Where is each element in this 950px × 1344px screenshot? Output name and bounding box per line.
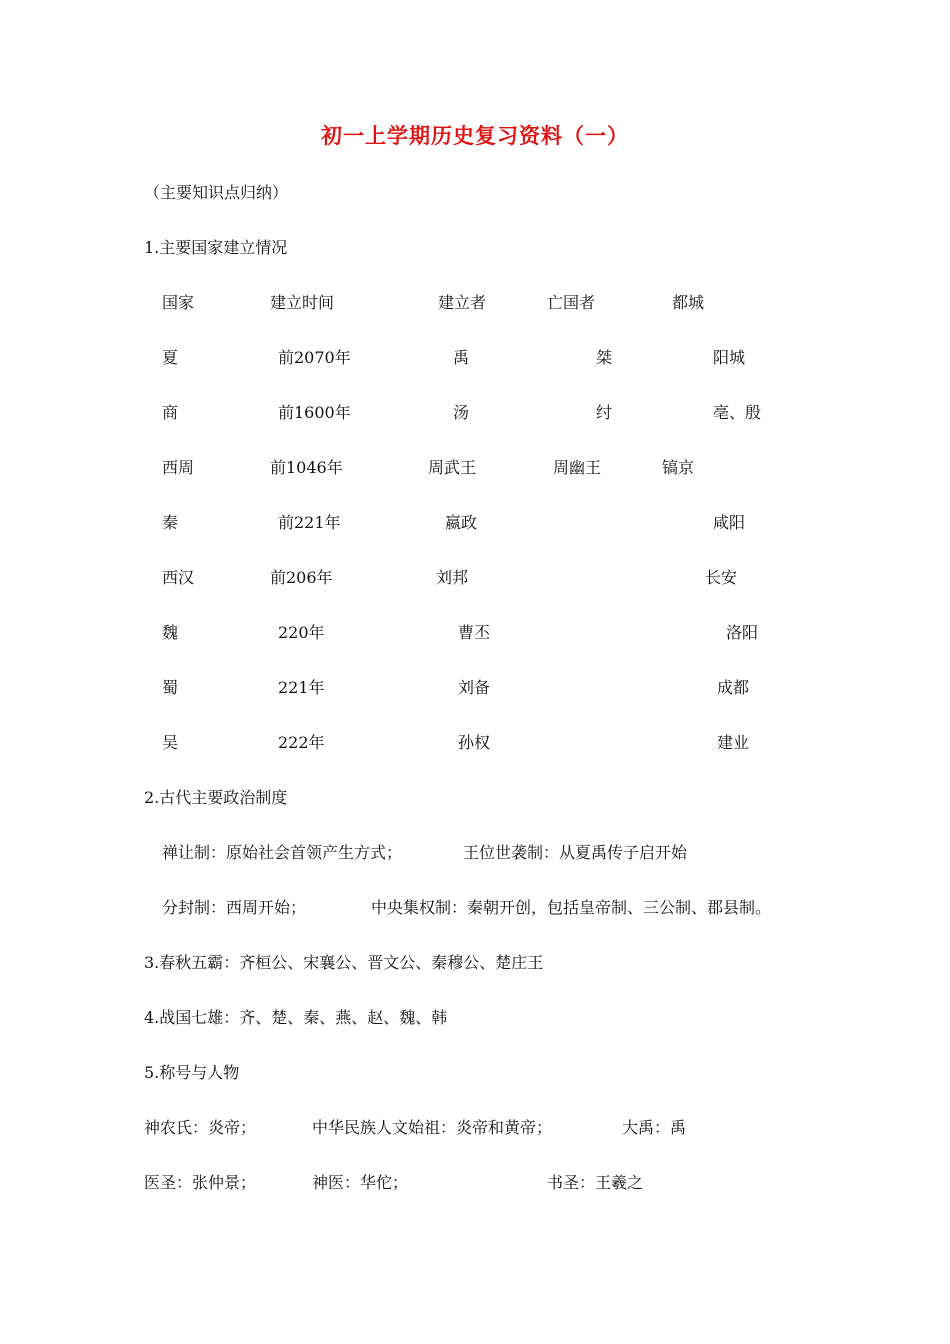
column-header-time: 建立时间 (270, 293, 335, 312)
table-cell-founder: 周武王 (428, 458, 477, 477)
table-cell-country: 商 (162, 403, 179, 422)
table-cell-country: 秦 (162, 513, 179, 532)
table-cell-country: 魏 (162, 623, 179, 642)
section2-heading: 2.古代主要政治制度 (144, 788, 288, 807)
system-hereditary: 王位世袭制：从夏禹传子启开始 (463, 843, 688, 862)
table-cell-founder: 禹 (453, 348, 470, 367)
table-cell-time: 前2070年 (278, 348, 351, 367)
table-cell-time: 221年 (278, 678, 325, 697)
table-cell-founder: 曹丕 (458, 623, 491, 642)
system-abdication: 禅让制：原始社会首领产生方式； (162, 843, 403, 862)
table-cell-time: 前1046年 (270, 458, 343, 477)
subtitle: （主要知识点归纳） (144, 183, 289, 202)
section4-seven-warring-states: 4.战国七雄：齐、楚、秦、燕、赵、魏、韩 (144, 1008, 448, 1027)
title-person-item: 大禹：禹 (622, 1118, 687, 1137)
table-cell-time: 220年 (278, 623, 325, 642)
system-feudal: 分封制：西周开始； (162, 898, 307, 917)
table-cell-founder: 刘邦 (436, 568, 469, 587)
table-cell-destroyer: 周幽王 (553, 458, 602, 477)
table-cell-founder: 嬴政 (445, 513, 478, 532)
table-cell-capital: 长安 (705, 568, 738, 587)
section1-heading: 1.主要国家建立情况 (144, 238, 288, 257)
table-cell-capital: 咸阳 (713, 513, 746, 532)
title-person-item: 医圣：张仲景； (144, 1173, 257, 1192)
table-cell-capital: 洛阳 (726, 623, 759, 642)
table-cell-country: 蜀 (162, 678, 179, 697)
column-header-founder: 建立者 (438, 293, 487, 312)
title-person-item: 中华民族人文始祖：炎帝和黄帝； (312, 1118, 553, 1137)
table-cell-destroyer: 桀 (596, 348, 613, 367)
table-cell-country: 夏 (162, 348, 179, 367)
title-person-item: 书圣：王羲之 (547, 1173, 644, 1192)
title-person-item: 神农氏：炎帝； (144, 1118, 257, 1137)
system-centralized: 中央集权制：秦朝开创，包括皇帝制、三公制、郡县制。 (371, 898, 772, 917)
table-cell-capital: 成都 (717, 678, 750, 697)
table-cell-capital: 镐京 (662, 458, 695, 477)
table-cell-country: 吴 (162, 733, 179, 752)
table-cell-capital: 阳城 (713, 348, 746, 367)
table-cell-founder: 孙权 (458, 733, 491, 752)
table-cell-founder: 汤 (453, 403, 470, 422)
section3-five-hegemons: 3.春秋五霸：齐桓公、宋襄公、晋文公、秦穆公、楚庄王 (144, 953, 544, 972)
table-cell-founder: 刘备 (458, 678, 491, 697)
table-cell-capital: 亳、殷 (713, 403, 762, 422)
column-header-capital: 都城 (672, 293, 705, 312)
table-cell-time: 前221年 (278, 513, 341, 532)
column-header-country: 国家 (162, 293, 195, 312)
table-cell-time: 222年 (278, 733, 325, 752)
column-header-destroyer: 亡国者 (547, 293, 596, 312)
document-title: 初一上学期历史复习资料（一） (321, 123, 629, 148)
table-cell-destroyer: 纣 (596, 403, 613, 422)
table-cell-country: 西周 (162, 458, 195, 477)
table-cell-time: 前1600年 (278, 403, 351, 422)
table-cell-capital: 建业 (717, 733, 750, 752)
table-cell-time: 前206年 (270, 568, 333, 587)
title-person-item: 神医：华佗； (312, 1173, 409, 1192)
table-cell-country: 西汉 (162, 568, 195, 587)
section5-heading: 5.称号与人物 (144, 1063, 240, 1082)
